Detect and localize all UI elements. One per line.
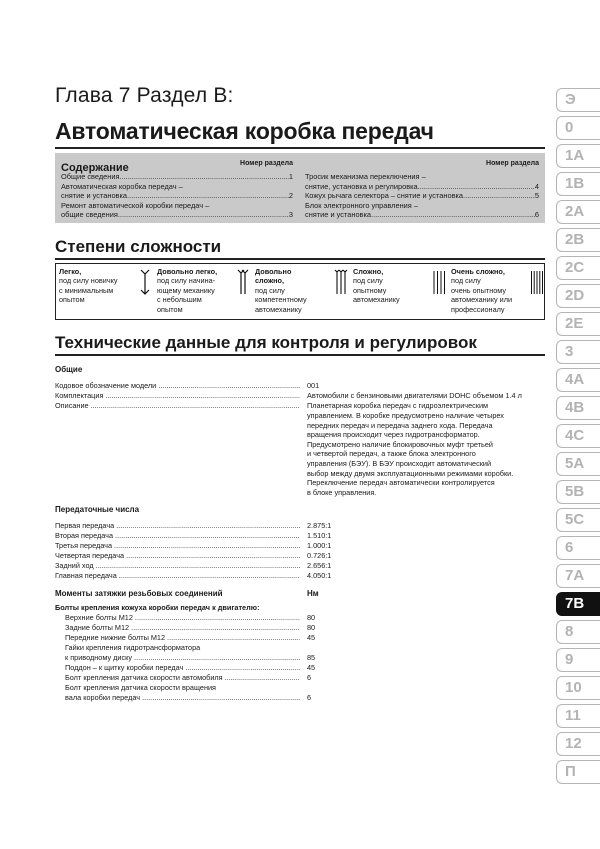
- tab-chapter[interactable]: 2D: [556, 284, 600, 308]
- contents-right-column: [305, 158, 539, 220]
- difficulty-level-3: Довольно сложно, под силу компетентному автомеханику: [252, 264, 350, 319]
- tab-chapter[interactable]: 2A: [556, 200, 600, 224]
- toc-item[interactable]: снятие и установка ..... 6: [305, 210, 539, 220]
- contents-left-column: [61, 158, 293, 220]
- torque-unit: Нм: [307, 589, 319, 598]
- contents-heading: Содержание: [61, 162, 129, 174]
- tab-chapter[interactable]: 5C: [556, 508, 600, 532]
- spanner-icon: [236, 268, 250, 296]
- difficulty-level-5: Очень сложно, под силу очень опытному автомеханику или профессионалу: [448, 264, 546, 319]
- tab-chapter[interactable]: 1B: [556, 172, 600, 196]
- difficulty-heading: Степени сложности: [55, 237, 222, 256]
- tab-chapter-active[interactable]: 7B: [556, 592, 600, 616]
- tab-chapter[interactable]: 2C: [556, 256, 600, 280]
- toc-item[interactable]: Кожух рычага селектора – снятие и установка ..... 5: [305, 191, 539, 201]
- general-heading: Общие: [55, 365, 83, 374]
- description-text: управлением. В коробке предусмотрено наличие четырех передних передач и передача заднего хода. Передача вращения происходит через гидротрансформатор. Предусмотрено наличие блокировочных муфт третьей и четвертой передач, а также блока электронного управления (БЭУ). В БЭУ происходит автоматический выбор между двумя эксплуатационными режимами коробки. Переключение передач автоматически контролируется в блоке управления.: [307, 411, 514, 497]
- spec-label: Болт крепления датчика скорости вращения: [65, 683, 217, 692]
- toc-item[interactable]: Автоматическая коробка передач –: [61, 181, 183, 191]
- spanner-icon: [334, 268, 348, 296]
- tab-chapter[interactable]: 10: [556, 676, 600, 700]
- toc-item[interactable]: Тросик механизма переключения –: [305, 172, 426, 181]
- section-number-header: Номер раздела: [486, 160, 539, 167]
- difficulty-scale: [55, 263, 545, 320]
- toc-item[interactable]: Общие сведения ..... 1: [61, 172, 293, 182]
- specs-heading: Технические данные для контроля и регулировок: [55, 333, 477, 352]
- toc-item[interactable]: общие сведения ..... 3: [61, 210, 293, 220]
- toc-item[interactable]: снятие и установка ..... 2: [61, 191, 293, 201]
- chapter-heading: Глава 7 Раздел B:: [55, 84, 234, 107]
- difficulty-rule: [55, 258, 545, 260]
- toc-item[interactable]: снятие, установка и регулировка ..... 4: [305, 182, 539, 192]
- tab-chapter[interactable]: 8: [556, 620, 600, 644]
- torque-heading: Моменты затяжки резьбовых соединений: [55, 589, 223, 598]
- specs-rule: [55, 354, 545, 356]
- title-rule: [55, 147, 545, 149]
- tab-chapter[interactable]: 1A: [556, 144, 600, 168]
- toc-item[interactable]: Ремонт автоматической коробки передач –: [61, 200, 210, 210]
- spanner-icon: [138, 268, 152, 296]
- tab-chapter[interactable]: 12: [556, 732, 600, 756]
- page-title: Автоматическая коробка передач: [55, 118, 434, 144]
- toc-item[interactable]: Блок электронного управления –: [305, 200, 418, 210]
- tab-chapter[interactable]: 4C: [556, 424, 600, 448]
- tab-chapter[interactable]: 5B: [556, 480, 600, 504]
- tab-chapter[interactable]: 9: [556, 648, 600, 672]
- tab-chapter[interactable]: 5A: [556, 452, 600, 476]
- difficulty-level-4: Сложно, под силу опытному автомеханику: [350, 264, 448, 319]
- tab-chapter[interactable]: 6: [556, 536, 600, 560]
- difficulty-level-2: Довольно легко, под силу начина- ющему механику с небольшим опытом: [154, 264, 252, 319]
- spec-label: Гайки крепления гидротрансформатора: [65, 643, 201, 652]
- tab-chapter[interactable]: 3: [556, 340, 600, 364]
- tab-chapter[interactable]: 4A: [556, 368, 600, 392]
- tab-chapter[interactable]: Э: [556, 88, 600, 112]
- tab-chapter[interactable]: 0: [556, 116, 600, 140]
- tab-chapter[interactable]: 11: [556, 704, 600, 728]
- contents-box: [55, 153, 545, 223]
- torque-subheading: Болты крепления кожуха коробки передач к двигателю:: [55, 603, 260, 612]
- spanner-icon: [432, 268, 446, 296]
- tab-chapter[interactable]: 2B: [556, 228, 600, 252]
- tab-chapter[interactable]: П: [556, 760, 600, 784]
- ratios-heading: Передаточные числа: [55, 505, 140, 514]
- tab-chapter[interactable]: 7A: [556, 564, 600, 588]
- section-number-header: Номер раздела: [240, 160, 293, 167]
- difficulty-level-1: Легко, под силу новичку с минимальным опытом: [56, 264, 154, 319]
- tab-chapter[interactable]: 4B: [556, 396, 600, 420]
- spanner-icon: [530, 268, 544, 296]
- tab-chapter[interactable]: 2E: [556, 312, 600, 336]
